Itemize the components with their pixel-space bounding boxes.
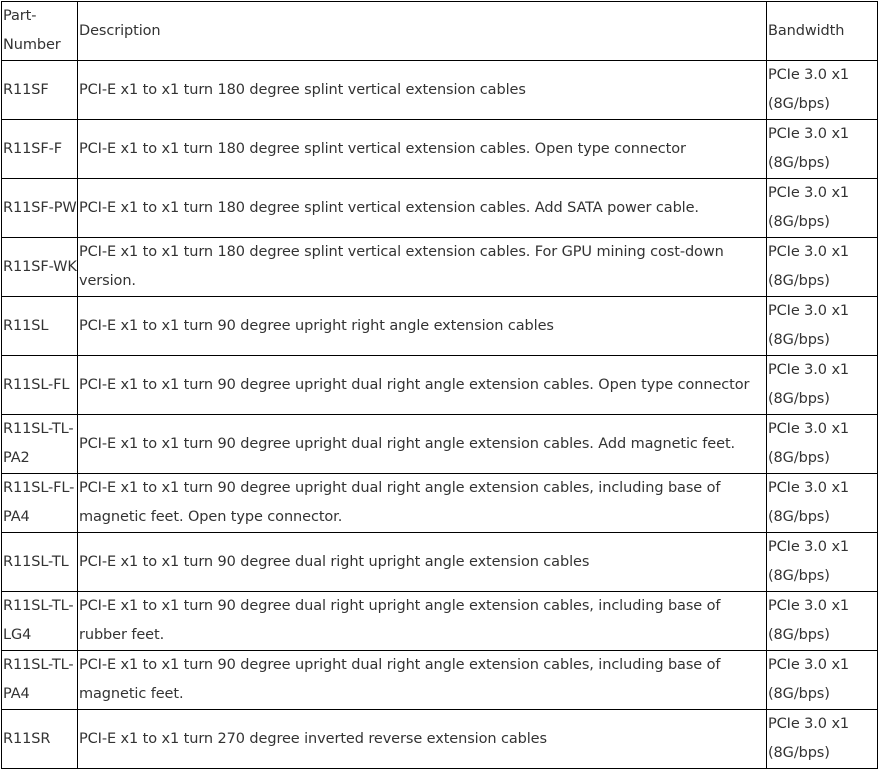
table-row (2, 238, 878, 297)
cell-description: PCI-E x1 to x1 turn 180 degree splint vertical extension cables (78, 61, 767, 120)
table-row (2, 415, 878, 474)
product-spec-table (1, 1, 878, 769)
cell-description: PCI-E x1 to x1 turn 90 degree upright dual right angle extension cables. Open type connector (78, 356, 767, 415)
cell-part-number: R11SF (2, 61, 78, 120)
cell-description: PCI-E x1 to x1 turn 90 degree dual right upright angle extension cables (78, 533, 767, 592)
header-row (2, 2, 878, 61)
cell-description: PCI-E x1 to x1 turn 180 degree splint vertical extension cables. For GPU mining cost-down version. (78, 238, 767, 297)
cell-description: PCI-E x1 to x1 turn 270 degree inverted reverse extension cables (78, 710, 767, 769)
cell-bandwidth: PCIe 3.0 x1 (8G/bps) (767, 179, 878, 238)
header-part-number: Part-Number (2, 2, 78, 61)
cell-bandwidth: PCIe 3.0 x1 (8G/bps) (767, 297, 878, 356)
table-row (2, 710, 878, 769)
cell-part-number: R11SL-TL-LG4 (2, 592, 78, 651)
cell-bandwidth: PCIe 3.0 x1 (8G/bps) (767, 61, 878, 120)
table-row (2, 474, 878, 533)
cell-bandwidth: PCIe 3.0 x1 (8G/bps) (767, 651, 878, 710)
table-row (2, 61, 878, 120)
table-body (2, 61, 878, 769)
cell-part-number: R11SL-TL-PA2 (2, 415, 78, 474)
table-row (2, 651, 878, 710)
cell-part-number: R11SL-FL (2, 356, 78, 415)
cell-bandwidth: PCIe 3.0 x1 (8G/bps) (767, 356, 878, 415)
table-row (2, 356, 878, 415)
cell-description: PCI-E x1 to x1 turn 90 degree upright right angle extension cables (78, 297, 767, 356)
cell-description: PCI-E x1 to x1 turn 90 degree upright dual right angle extension cables, including base of magnetic feet. (78, 651, 767, 710)
cell-part-number: R11SF-WK (2, 238, 78, 297)
table-row (2, 120, 878, 179)
cell-description: PCI-E x1 to x1 turn 180 degree splint vertical extension cables. Open type connector (78, 120, 767, 179)
cell-description: PCI-E x1 to x1 turn 180 degree splint vertical extension cables. Add SATA power cable. (78, 179, 767, 238)
cell-bandwidth: PCIe 3.0 x1 (8G/bps) (767, 238, 878, 297)
cell-part-number: R11SL-FL-PA4 (2, 474, 78, 533)
cell-description: PCI-E x1 to x1 turn 90 degree upright dual right angle extension cables. Add magnetic feet. (78, 415, 767, 474)
cell-part-number: R11SL (2, 297, 78, 356)
cell-bandwidth: PCIe 3.0 x1 (8G/bps) (767, 120, 878, 179)
cell-part-number: R11SF-F (2, 120, 78, 179)
cell-part-number: R11SR (2, 710, 78, 769)
table-header (2, 2, 878, 61)
cell-bandwidth: PCIe 3.0 x1 (8G/bps) (767, 533, 878, 592)
header-bandwidth: Bandwidth (767, 2, 878, 61)
cell-part-number: R11SL-TL-PA4 (2, 651, 78, 710)
cell-description: PCI-E x1 to x1 turn 90 degree dual right upright angle extension cables, including base of rubber feet. (78, 592, 767, 651)
table-row (2, 297, 878, 356)
cell-bandwidth: PCIe 3.0 x1 (8G/bps) (767, 474, 878, 533)
cell-bandwidth: PCIe 3.0 x1 (8G/bps) (767, 415, 878, 474)
cell-bandwidth: PCIe 3.0 x1 (8G/bps) (767, 710, 878, 769)
table-row (2, 592, 878, 651)
cell-part-number: R11SL-TL (2, 533, 78, 592)
table-row (2, 533, 878, 592)
cell-description: PCI-E x1 to x1 turn 90 degree upright dual right angle extension cables, including base of magnetic feet. Open type connector. (78, 474, 767, 533)
cell-bandwidth: PCIe 3.0 x1 (8G/bps) (767, 592, 878, 651)
cell-part-number: R11SF-PW (2, 179, 78, 238)
table-row (2, 179, 878, 238)
header-description: Description (78, 2, 767, 61)
